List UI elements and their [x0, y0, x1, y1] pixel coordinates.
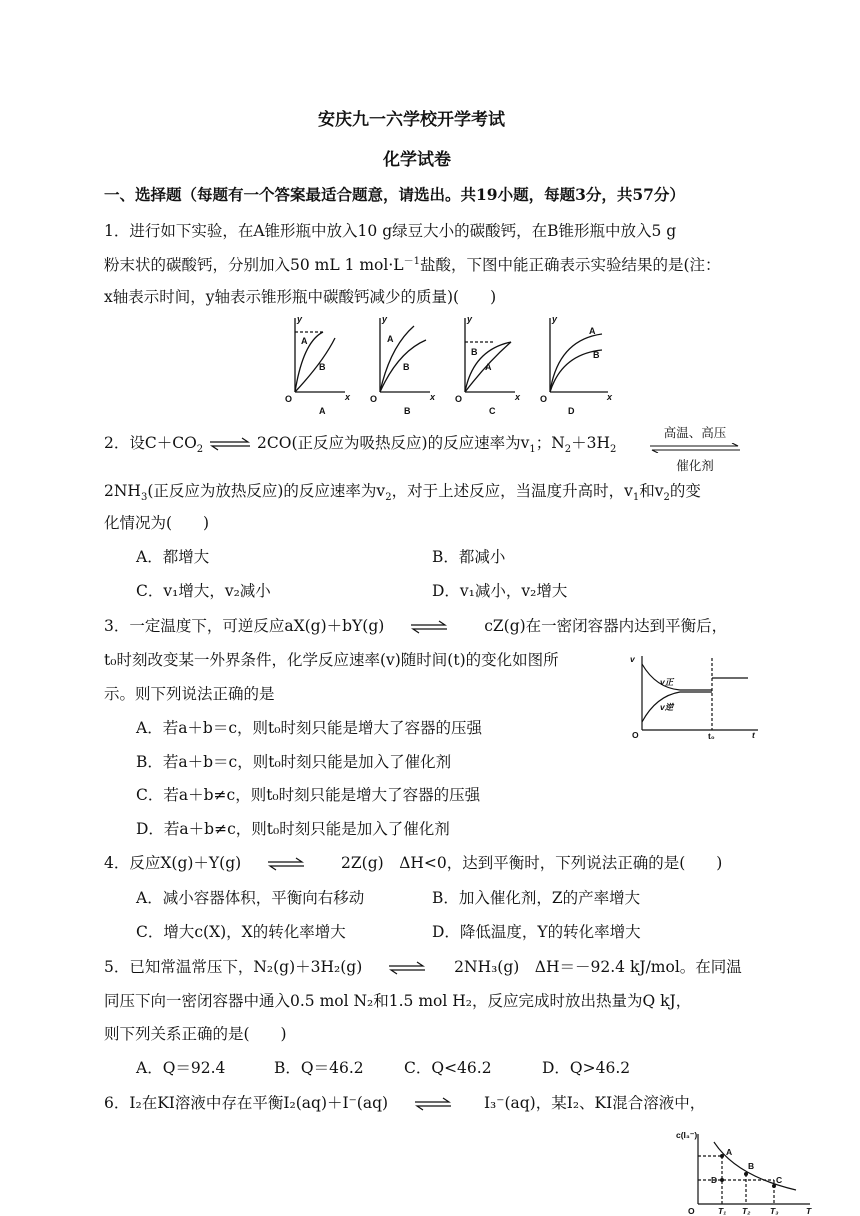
svg-text:O: O: [632, 730, 639, 740]
svg-text:O: O: [370, 394, 378, 404]
q5-option-d[interactable]: D．Q>46.2: [542, 1059, 631, 1077]
svg-text:A: A: [319, 406, 326, 416]
svg-text:O: O: [455, 394, 463, 404]
svg-text:O: O: [285, 394, 293, 404]
q4-line1: 4．反应X(g)＋Y(g) 2Z(g) ΔH<0，达到平衡时，下列说法正确的是( ): [104, 854, 723, 872]
svg-text:D: D: [711, 1175, 718, 1185]
q3-option-b[interactable]: B．若a＋b＝c，则t₀时刻只能是加入了催化剂: [136, 753, 452, 771]
svg-text:B: B: [404, 406, 411, 416]
q1-graphs: [283, 312, 613, 416]
q3-line2: t₀时刻改变某一外界条件，化学反应速率(v)随时间(t)的变化如图所: [104, 651, 559, 669]
q5-line2: 同压下向一密闭容器中通入0.5 mol N₂和1.5 mol H₂，反应完成时放出热量为Q kJ，: [104, 992, 692, 1010]
svg-text:B: B: [471, 347, 478, 357]
svg-text:A: A: [726, 1147, 733, 1157]
q3-option-c[interactable]: C．若a＋b≠c，则t₀时刻只能是增大了容器的压强: [136, 786, 481, 804]
svg-text:T₂: T₂: [742, 1206, 751, 1216]
svg-text:x: x: [515, 392, 521, 402]
q3-option-d[interactable]: D．若a＋b≠c，则t₀时刻只能是加入了催化剂: [136, 820, 450, 838]
q1-graph-a: [295, 318, 345, 392]
svg-text:C: C: [489, 406, 496, 416]
q2-condition: 高温、高压 催化剂: [648, 423, 742, 474]
equilibrium-arrow: [648, 443, 742, 453]
svg-text:O: O: [688, 1206, 695, 1216]
q1-line3: x轴表示时间，y轴表示锥形瓶中碳酸钙减少的质量)( ): [104, 288, 497, 306]
svg-text:T: T: [806, 1206, 812, 1216]
svg-text:v逆: v逆: [660, 702, 674, 712]
svg-text:x: x: [430, 392, 436, 402]
q3-line3: 示。则下列说法正确的是: [104, 685, 275, 703]
svg-text:y: y: [467, 314, 473, 324]
svg-text:y: y: [552, 314, 558, 324]
q1-line2: 粉末状的碳酸钙，分别加入50 mL 1 $mol\cdot L^{-1}$盐酸，下图中能正确表示实验结果的是(注：: [104, 256, 721, 275]
svg-text:v正: v正: [660, 677, 674, 687]
svg-text:t₀: t₀: [708, 731, 715, 740]
svg-text:A: A: [301, 336, 308, 346]
q3-option-a[interactable]: A．若a＋b＝c，则t₀时刻只能是增大了容器的压强: [136, 719, 482, 737]
svg-text:C: C: [776, 1175, 783, 1185]
q4-option-d[interactable]: D．降低温度，Y的转化率增大: [432, 923, 641, 941]
q2-line2: $2NH_3$(正反应为放热反应)的反应速率为$v_2$，对于上述反应，当温度升高时，$v_1$和$v_2$的变: [104, 482, 701, 504]
svg-text:A: A: [387, 334, 394, 344]
q5-option-c[interactable]: C．Q<46.2: [404, 1059, 492, 1077]
q3-line1: 3．一定温度下，可逆反应aX(g)＋bY(g) cZ(g)在一密闭容器内达到平衡后，: [104, 617, 728, 635]
q4-option-b[interactable]: B．加入催化剂，Z的产率增大: [432, 889, 641, 907]
svg-text:v: v: [630, 654, 635, 664]
svg-text:B: B: [748, 1161, 755, 1171]
equilibrium-arrow: [266, 857, 306, 871]
q2-line1: 2．设$C+CO_2$ 2CO(正反应为吸热反应)的反应速率为$v_1$；$N_2+3H_2$: [104, 434, 617, 456]
q1-graph-b: [380, 318, 430, 392]
q4-option-a[interactable]: A．减小容器体积，平衡向右移动: [136, 889, 365, 907]
q6-graph: [676, 1128, 816, 1216]
q5-option-a[interactable]: A．Q＝92.4: [136, 1059, 226, 1077]
q4-option-c[interactable]: C．增大c(X)，X的转化率增大: [136, 923, 346, 941]
equilibrium-arrow: [208, 437, 252, 451]
svg-text:t: t: [752, 730, 755, 740]
svg-text:B: B: [403, 362, 410, 372]
page-subtitle: 化学试卷: [383, 150, 451, 170]
svg-text:c(I₃⁻): c(I₃⁻): [676, 1130, 698, 1140]
q2-option-d[interactable]: D．v₁减小，v₂增大: [432, 582, 568, 600]
q1a-y: y: [297, 314, 303, 324]
q2-option-c[interactable]: C．v₁增大，v₂减小: [136, 582, 271, 600]
svg-text:B: B: [319, 362, 326, 372]
svg-text:A: A: [485, 362, 492, 372]
svg-text:x: x: [607, 392, 613, 402]
q5-line1: 5．已知常温常压下，N₂(g)＋3H₂(g) 2NH₃(g) ΔH＝－92.4 kJ/mol。在同温: [104, 958, 742, 976]
q2-line3: 化情况为( ): [104, 514, 210, 532]
svg-text:B: B: [593, 350, 600, 360]
svg-text:x: x: [345, 392, 351, 402]
svg-text:A: A: [589, 326, 596, 336]
section-heading: 一、选择题（每题有一个答案最适合题意，请选出。共19小题，每题3分，共57分）: [104, 185, 685, 204]
q5-option-b[interactable]: B．Q＝46.2: [274, 1059, 364, 1077]
q5-line3: 则下列关系正确的是( ): [104, 1025, 287, 1043]
svg-text:T₁: T₁: [718, 1206, 727, 1216]
q3-graph: [630, 652, 765, 740]
q1-line1: 1．进行如下实验，在A锥形瓶中放入10 g绿豆大小的碳酸钙，在B锥形瓶中放入5 g: [104, 222, 677, 240]
svg-text:T₃: T₃: [770, 1206, 779, 1216]
svg-text:y: y: [382, 314, 388, 324]
q2-option-a[interactable]: A．都增大: [136, 548, 210, 566]
svg-text:D: D: [568, 406, 575, 416]
equilibrium-arrow: [387, 961, 427, 975]
equilibrium-arrow: [409, 620, 449, 634]
equilibrium-arrow: [413, 1097, 453, 1111]
page-title: 安庆九一六学校开学考试: [318, 110, 505, 130]
q2-option-b[interactable]: B．都减小: [432, 548, 506, 566]
q6-line1: 6．I₂在KI溶液中存在平衡I₂(aq)＋I⁻(aq) I₃⁻(aq)，某I₂、KI混合溶液中，: [104, 1094, 706, 1112]
svg-text:O: O: [540, 394, 548, 404]
